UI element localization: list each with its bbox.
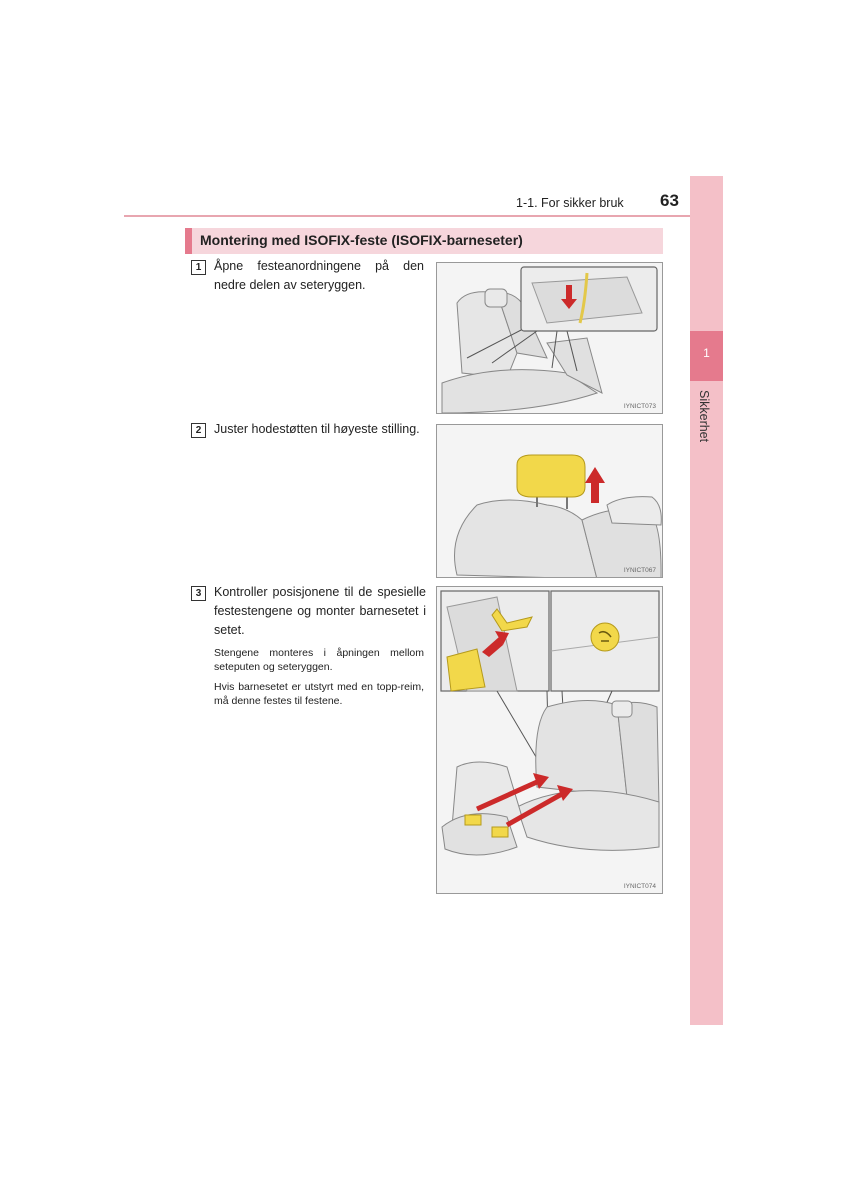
page-number: 63: [660, 191, 679, 210]
isofix-install-illustration: [437, 587, 663, 894]
section-title-bar: [185, 228, 663, 254]
step-3-text: Kontroller posisjonene til de spesielle festestengene og monter barnesetet i setet.: [214, 585, 426, 637]
chapter-label: Sikkerhet: [697, 390, 711, 443]
step-2-text: Juster hodestøtten til høyeste stilling.: [214, 422, 420, 436]
chapter-side-tab: [690, 176, 723, 1025]
figure-code-3: IYNICT074: [623, 883, 656, 890]
step-number-3: 3: [191, 586, 206, 601]
figure-code-1: IYNICT073: [623, 403, 656, 410]
figure-step-2: [436, 424, 663, 578]
figure-step-3: [436, 586, 663, 894]
figure-code-2: IYNICT067: [623, 567, 656, 574]
step-1-text: Åpne festeanordningene på den nedre delen av seteryggen.: [214, 259, 424, 292]
figure-step-1: [436, 262, 663, 414]
step-3-note-2: Hvis barnesetet er utstyrt med en topp-reim, må denne festes til festene.: [214, 681, 424, 707]
step-number-1: 1: [191, 260, 206, 275]
section-reference: 1-1. For sikker bruk: [516, 196, 624, 210]
step-3-note-1: Stengene monteres i åpningen mellom seteputen og seteryggen.: [214, 647, 424, 673]
header-divider: [124, 215, 721, 217]
step-number-2: 2: [191, 423, 206, 438]
headrest-illustration: [437, 425, 663, 578]
seat-anchor-illustration: [437, 263, 663, 414]
chapter-number: 1: [690, 331, 723, 381]
section-title: Montering med ISOFIX-feste (ISOFIX-barneseter): [200, 232, 523, 248]
